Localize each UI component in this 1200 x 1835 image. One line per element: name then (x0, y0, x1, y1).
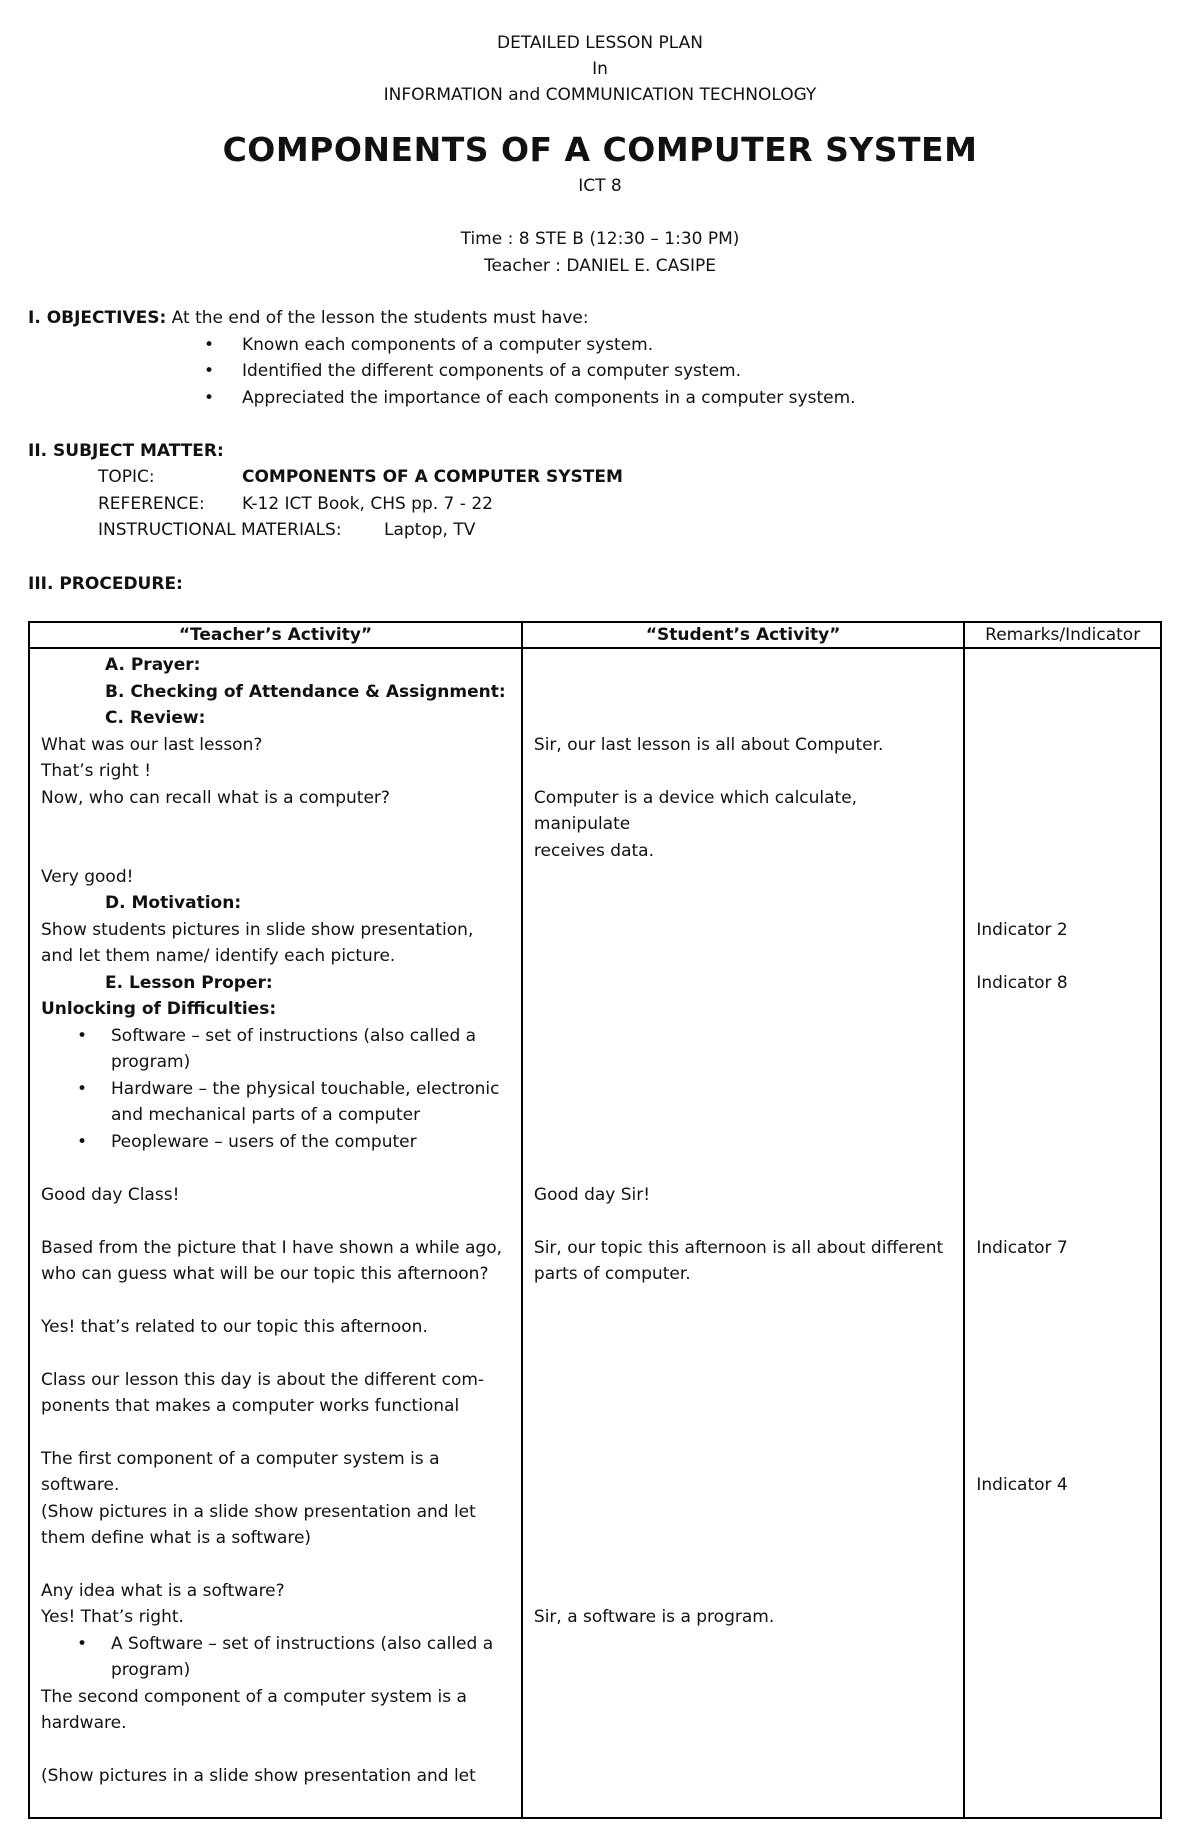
teacher-activity-cell (29, 648, 522, 1818)
procedure-label: III. PROCEDURE: (28, 574, 183, 594)
student-line: Sir, a software is a program. (533, 1607, 775, 1627)
student-line: Good day Sir! (533, 1185, 651, 1205)
teacher-line: D. Motivation: (105, 893, 242, 913)
column-header-remarks: Remarks/Indicator (964, 622, 1161, 648)
subject-code: ICT 8 (578, 176, 622, 196)
teacher-line: Based from the picture that I have shown a while ago, (41, 1238, 503, 1258)
doc-heading-subject-area: INFORMATION and COMMUNICATION TECHNOLOGY (383, 85, 817, 105)
student-line: Sir, our topic this afternoon is all about different (533, 1238, 944, 1258)
teacher-line: C. Review: (105, 708, 206, 728)
bullet-icon: • (77, 1079, 88, 1099)
bullet-icon: • (77, 1026, 88, 1046)
column-header-teacher: “Teacher’s Activity” (29, 622, 522, 648)
teacher-line: software. (41, 1475, 120, 1495)
remark-indicator: Indicator 7 (976, 1238, 1068, 1258)
teacher-line: Class our lesson this day is about the different com- (41, 1370, 485, 1390)
teacher-line: Software – set of instructions (also called a (111, 1026, 477, 1046)
teacher-line: Hardware – the physical touchable, electronic (111, 1079, 500, 1099)
teacher-line: hardware. (41, 1713, 127, 1733)
materials-label: INSTRUCTIONAL MATERIALS: (98, 520, 342, 540)
objective-item: • Known each components of a computer system. (242, 335, 653, 355)
objective-item: • Appreciated the importance of each components in a computer system. (242, 388, 856, 408)
subject-matter-label: II. SUBJECT MATTER: (28, 441, 224, 461)
remark-indicator: Indicator 2 (976, 920, 1068, 940)
teacher-line: A. Prayer: (105, 655, 201, 675)
teacher-line: Very good! (41, 867, 134, 887)
teacher-line: program) (111, 1660, 191, 1680)
topic-value: COMPONENTS OF A COMPUTER SYSTEM (242, 467, 623, 487)
teacher-line: Any idea what is a software? (41, 1581, 285, 1601)
topic-label: TOPIC: (98, 467, 155, 487)
teacher-line: Yes! That’s right. (41, 1607, 184, 1627)
remark-indicator: Indicator 8 (976, 973, 1068, 993)
teacher-info: Teacher : DANIEL E. CASIPE (483, 256, 717, 276)
teacher-line: Unlocking of Difficulties: (41, 999, 277, 1019)
teacher-line: Yes! that’s related to our topic this afternoon. (41, 1317, 428, 1337)
teacher-line: ponents that makes a computer works functional (41, 1396, 460, 1416)
time-info: Time : 8 STE B (12:30 – 1:30 PM) (460, 229, 740, 249)
teacher-line: Show students pictures in slide show presentation, (41, 920, 474, 940)
teacher-line: who can guess what will be our topic this afternoon? (41, 1264, 489, 1284)
remark-indicator: Indicator 4 (976, 1475, 1068, 1495)
teacher-line: them define what is a software) (41, 1528, 312, 1548)
teacher-line: (Show pictures in a slide show presentation and let (41, 1766, 476, 1786)
reference-label: REFERENCE: (98, 494, 205, 514)
objectives-label: I. OBJECTIVES: (28, 308, 167, 328)
objectives-intro: At the end of the lesson the students must have: (166, 308, 589, 328)
teacher-line: and let them name/ identify each picture. (41, 946, 396, 966)
page-title: COMPONENTS OF A COMPUTER SYSTEM (222, 130, 978, 169)
teacher-line: B. Checking of Attendance & Assignment: (105, 682, 506, 702)
teacher-line: Good day Class! (41, 1185, 180, 1205)
teacher-line: The second component of a computer system is a (41, 1687, 467, 1707)
teacher-line: and mechanical parts of a computer (111, 1105, 421, 1125)
doc-heading: DETAILED LESSON PLAN (496, 33, 703, 53)
teacher-line: Now, who can recall what is a computer? (41, 788, 390, 808)
teacher-line: That’s right ! (41, 761, 152, 781)
teacher-line: The first component of a computer system is a (41, 1449, 440, 1469)
teacher-line: A Software – set of instructions (also called a (111, 1634, 494, 1654)
objectives-line (28, 308, 589, 328)
student-line: Computer is a device which calculate, (533, 788, 858, 808)
teacher-line: Peopleware – users of the computer (111, 1132, 417, 1152)
materials-value: Laptop, TV (384, 520, 476, 540)
teacher-line: (Show pictures in a slide show presentation and let (41, 1502, 476, 1522)
remarks-cell (964, 648, 1161, 1818)
bullet-icon: • (77, 1132, 88, 1152)
reference-value: K-12 ICT Book, CHS pp. 7 - 22 (242, 494, 493, 514)
procedure-table (28, 621, 1162, 1819)
doc-heading-in: In (592, 59, 608, 79)
bullet-icon: • (77, 1634, 88, 1654)
teacher-line: program) (111, 1052, 191, 1072)
objective-item: • Identified the different components of a computer system. (242, 361, 741, 381)
student-line: receives data. (533, 841, 655, 861)
student-line: parts of computer. (533, 1264, 691, 1284)
student-activity-cell (522, 648, 964, 1818)
column-header-student: “Student’s Activity” (522, 622, 964, 648)
teacher-line: E. Lesson Proper: (105, 973, 273, 993)
student-line: Sir, our last lesson is all about Computer. (533, 735, 884, 755)
student-line: manipulate (533, 814, 631, 834)
teacher-line: What was our last lesson? (41, 735, 263, 755)
